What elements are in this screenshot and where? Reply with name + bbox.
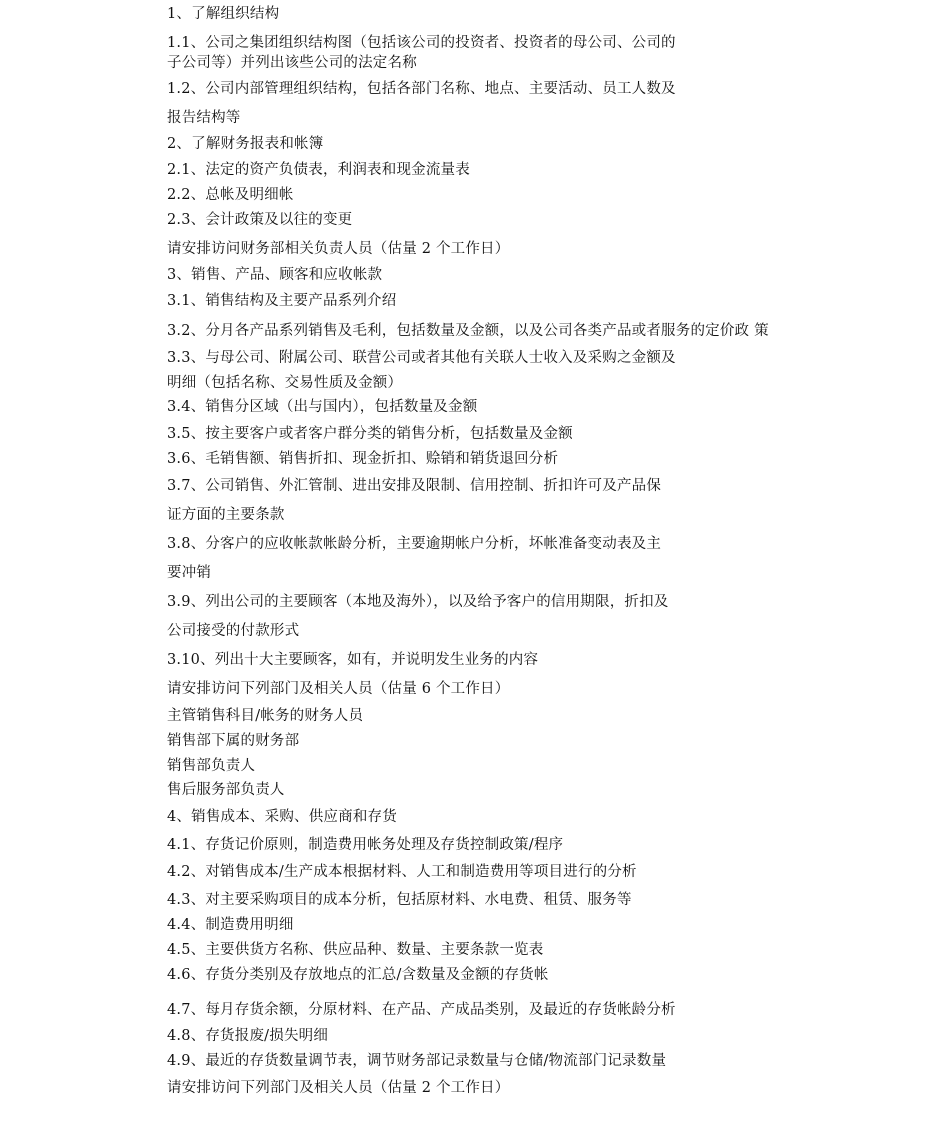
item-2-1: 2.1、法定的资产负债表，利润表和现金流量表 — [167, 162, 470, 178]
item-1-1-continued: 子公司等）并列出该些公司的法定名称 — [167, 55, 417, 71]
item-4-5: 4.5、主要供货方名称、供应品种、数量、主要条款一览表 — [167, 942, 544, 958]
item-4-9: 4.9、最近的存货数量调节表，调节财务部记录数量与仓储/物流部门记录数量 — [167, 1053, 667, 1069]
item-3-3: 3.3、与母公司、附属公司、联营公司或者其他有关联人士收入及采购之金额及 — [167, 350, 676, 366]
item-3-3-continued: 明细（包括名称、交易性质及金额） — [167, 375, 403, 391]
contact-sales-finance: 销售部下属的财务部 — [167, 733, 300, 749]
visit-note-2: 请安排访问财务部相关负责人员（估量 2 个工作日） — [167, 241, 510, 257]
visit-note-4: 请安排访问下列部门及相关人员（估量 2 个工作日） — [167, 1080, 510, 1096]
item-3-6: 3.6、毛销售额、销售折扣、现金折扣、赊销和销货退回分析 — [167, 451, 559, 467]
item-4-1: 4.1、存货记价原则，制造费用帐务处理及存货控制政策/程序 — [167, 837, 564, 853]
item-3-9: 3.9、列出公司的主要顾客（本地及海外），以及给予客户的信用期限，折扣及 — [167, 594, 669, 610]
item-3-10: 3.10、列出十大主要顾客，如有，并说明发生业务的内容 — [167, 652, 539, 668]
section-heading-2: 2、了解财务报表和帐簿 — [167, 136, 324, 152]
item-4-4: 4.4、制造费用明细 — [167, 917, 294, 933]
item-4-8: 4.8、存货报废/损失明细 — [167, 1028, 329, 1044]
section-heading-3: 3、销售、产品、顾客和应收帐款 — [167, 267, 383, 283]
contact-aftersales-head: 售后服务部负责人 — [167, 782, 285, 798]
contact-sales-accounting: 主管销售科目/帐务的财务人员 — [167, 708, 364, 724]
item-1-2: 1.2、公司内部管理组织结构，包括各部门名称、地点、主要活动、员工人数及 — [167, 81, 676, 97]
contact-sales-head: 销售部负责人 — [167, 758, 256, 774]
item-3-1: 3.1、销售结构及主要产品系列介绍 — [167, 293, 397, 309]
item-4-2: 4.2、对销售成本/生产成本根据材料、人工和制造费用等项目进行的分析 — [167, 864, 637, 880]
item-3-8-continued: 要冲销 — [167, 565, 212, 581]
item-4-6: 4.6、存货分类别及存放地点的汇总/含数量及金额的存货帐 — [167, 967, 549, 983]
item-4-3: 4.3、对主要采购项目的成本分析，包括原材料、水电费、租赁、服务等 — [167, 892, 632, 908]
item-3-7: 3.7、公司销售、外汇管制、进出安排及限制、信用控制、折扣许可及产品保 — [167, 478, 662, 494]
item-3-4: 3.4、销售分区域（出与国内），包括数量及金额 — [167, 399, 478, 415]
item-3-7-continued: 证方面的主要条款 — [167, 507, 285, 523]
item-3-8: 3.8、分客户的应收帐款帐龄分析，主要逾期帐户分析，坏帐准备变动表及主 — [167, 536, 662, 552]
item-3-9-continued: 公司接受的付款形式 — [167, 623, 300, 639]
section-heading-4: 4、销售成本、采购、供应商和存货 — [167, 809, 397, 825]
visit-note-3: 请安排访问下列部门及相关人员（估量 6 个工作日） — [167, 681, 510, 697]
item-3-5: 3.5、按主要客户或者客户群分类的销售分析，包括数量及金额 — [167, 426, 573, 442]
item-3-2: 3.2、分月各产品系列销售及毛利，包括数量及金额，以及公司各类产品或者服务的定价政 策 — [167, 323, 769, 339]
item-2-3: 2.3、会计政策及以往的变更 — [167, 212, 353, 228]
section-heading-1: 1、了解组织结构 — [167, 6, 280, 22]
item-1-1: 1.1、公司之集团组织结构图（包括该公司的投资者、投资者的母公司、公司的 — [167, 35, 676, 51]
item-2-2: 2.2、总帐及明细帐 — [167, 187, 294, 203]
item-4-7: 4.7、每月存货余额，分原材料、在产品、产成品类别，及最近的存货帐龄分析 — [167, 1002, 676, 1018]
item-1-2-continued: 报告结构等 — [167, 110, 241, 126]
